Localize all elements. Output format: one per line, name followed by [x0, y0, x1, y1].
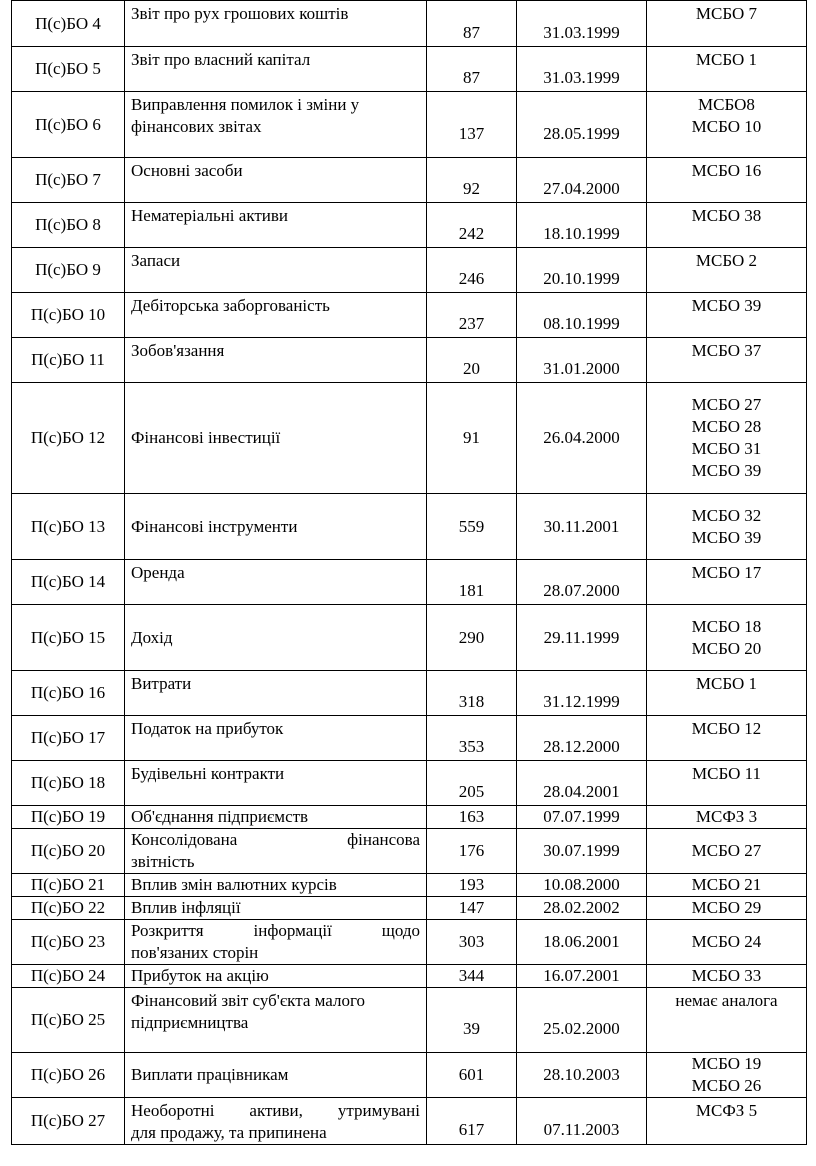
standard-name-cell	[125, 47, 427, 92]
standard-name-line: для продажу, та припинена	[131, 1123, 327, 1142]
standard-name-cell	[125, 158, 427, 203]
ias-analog-line: МСБО 1	[695, 674, 758, 693]
approval-date-cell: 28.12.2000	[517, 716, 647, 761]
ias-analog-line: МСБО 33	[691, 966, 762, 985]
standard-name-line: Оренда	[131, 563, 185, 582]
order-number-cell: 617	[427, 1098, 517, 1145]
standard-name-cell	[125, 920, 427, 965]
standard-code-cell: П(с)БО 17	[12, 716, 125, 761]
standard-name-line: Нематеріальні активи	[131, 206, 289, 225]
ias-analog-cell	[647, 383, 807, 494]
ias-analog-line: немає аналога	[675, 991, 778, 1010]
standard-name-cell	[125, 203, 427, 248]
standard-name-cell	[125, 716, 427, 761]
approval-date-cell: 31.12.1999	[517, 671, 647, 716]
standard-name-line: фінансових звітах	[131, 117, 262, 136]
standard-code-cell: П(с)БО 24	[12, 965, 125, 988]
ias-analog-line: МСБО 32	[691, 505, 762, 525]
standard-code-cell: П(с)БО 27	[12, 1098, 125, 1145]
approval-date-cell: 31.03.1999	[517, 1, 647, 47]
table-row	[12, 494, 807, 560]
standard-name-line: Консолідована фінансова	[131, 830, 420, 849]
ias-analog-line: МСБО 11	[692, 764, 761, 783]
ias-analog-cell	[647, 92, 807, 158]
standard-name-line: Фінансові інвестиції	[131, 428, 281, 447]
standard-name-line: підприємництва	[131, 1013, 249, 1032]
ias-analog-line: МСБО8	[698, 95, 755, 114]
standard-name-cell	[125, 806, 427, 829]
ias-analog-line: МСБО 37	[691, 341, 762, 360]
ias-analog-cell	[647, 293, 807, 338]
standard-code-cell: П(с)БО 13	[12, 494, 125, 560]
standard-name-line: Дебіторська заборгованість	[131, 296, 330, 315]
standard-name-cell	[125, 605, 427, 671]
ias-analog-cell	[647, 988, 807, 1053]
ias-analog-line: МСБО 10	[691, 117, 762, 136]
table-row	[12, 874, 807, 897]
standard-name-cell	[125, 1, 427, 47]
table-row	[12, 920, 807, 965]
standard-code-cell: П(с)БО 14	[12, 560, 125, 605]
standard-name-line: Звіт про власний капітал	[131, 50, 311, 69]
table-row	[12, 158, 807, 203]
standard-name-line: Звіт про рух грошових коштів	[131, 4, 349, 23]
standard-name-line: Виправлення помилок і зміни у	[131, 95, 360, 114]
ias-analog-line: МСБО 20	[691, 638, 762, 658]
approval-date-cell: 28.05.1999	[517, 92, 647, 158]
ias-analog-cell	[647, 338, 807, 383]
standard-code-cell: П(с)БО 10	[12, 293, 125, 338]
approval-date-cell: 08.10.1999	[517, 293, 647, 338]
standard-code-cell: П(с)БО 7	[12, 158, 125, 203]
standard-code-cell: П(с)БО 16	[12, 671, 125, 716]
order-number-cell: 559	[427, 494, 517, 560]
standard-name-cell	[125, 897, 427, 920]
ias-analog-cell	[647, 965, 807, 988]
approval-date-cell: 30.07.1999	[517, 829, 647, 874]
approval-date-cell: 29.11.1999	[517, 605, 647, 671]
order-number-cell: 181	[427, 560, 517, 605]
ias-analog-cell	[647, 605, 807, 671]
standard-name-line: Вплив інфляції	[131, 898, 241, 917]
standard-name-line: Фінансові інструменти	[131, 516, 298, 536]
order-number-cell: 87	[427, 47, 517, 92]
table-row	[12, 248, 807, 293]
ias-analog-line: МСБО 2	[695, 251, 758, 270]
approval-date-cell: 07.11.2003	[517, 1098, 647, 1145]
table-row	[12, 671, 807, 716]
standard-name-line: Податок на прибуток	[131, 719, 284, 738]
order-number-cell: 290	[427, 605, 517, 671]
ias-analog-cell	[647, 874, 807, 897]
approval-date-cell: 18.10.1999	[517, 203, 647, 248]
standard-name-line: Об'єднання підприємств	[131, 807, 309, 826]
order-number-cell: 242	[427, 203, 517, 248]
order-number-cell: 137	[427, 92, 517, 158]
ias-analog-cell	[647, 920, 807, 965]
approval-date-cell: 30.11.2001	[517, 494, 647, 560]
order-number-cell: 237	[427, 293, 517, 338]
table-row	[12, 1053, 807, 1098]
table-row	[12, 293, 807, 338]
approval-date-cell: 25.02.2000	[517, 988, 647, 1053]
standard-name-line: звітність	[131, 852, 195, 871]
table-row	[12, 761, 807, 806]
standard-code-cell: П(с)БО 4	[12, 1, 125, 47]
order-number-cell: 39	[427, 988, 517, 1053]
standard-name-cell	[125, 383, 427, 494]
standard-code-cell: П(с)БО 22	[12, 897, 125, 920]
order-number-cell: 601	[427, 1053, 517, 1098]
approval-date-cell: 28.02.2002	[517, 897, 647, 920]
ias-analog-line: МСБО 39	[691, 527, 762, 547]
ias-analog-line: МСБО 21	[691, 875, 762, 894]
standard-code-cell: П(с)БО 8	[12, 203, 125, 248]
ias-analog-line: МСФЗ 3	[695, 807, 758, 826]
approval-date-cell: 28.07.2000	[517, 560, 647, 605]
standard-name-cell	[125, 988, 427, 1053]
ias-analog-cell	[647, 494, 807, 560]
ias-analog-line: МСБО 31	[691, 439, 762, 458]
standard-code-cell: П(с)БО 18	[12, 761, 125, 806]
standard-name-line: Вплив змін валютних курсів	[131, 875, 337, 894]
order-number-cell: 91	[427, 383, 517, 494]
approval-date-cell: 20.10.1999	[517, 248, 647, 293]
table-row	[12, 965, 807, 988]
ias-analog-line: МСБО 1	[695, 50, 758, 69]
table-row	[12, 203, 807, 248]
standard-name-cell	[125, 1098, 427, 1145]
approval-date-cell: 28.10.2003	[517, 1053, 647, 1098]
ias-analog-line: МСБО 17	[691, 563, 762, 582]
order-number-cell: 92	[427, 158, 517, 203]
approval-date-cell: 31.01.2000	[517, 338, 647, 383]
table-row	[12, 897, 807, 920]
order-number-cell: 147	[427, 897, 517, 920]
standard-code-cell: П(с)БО 5	[12, 47, 125, 92]
standard-name-cell	[125, 293, 427, 338]
ias-analog-cell	[647, 897, 807, 920]
ias-analog-line: МСБО 29	[691, 898, 762, 917]
standard-code-cell: П(с)БО 15	[12, 605, 125, 671]
ias-analog-cell	[647, 158, 807, 203]
standard-code-cell: П(с)БО 11	[12, 338, 125, 383]
ias-analog-line: МСБО 27	[691, 841, 762, 860]
order-number-cell: 20	[427, 338, 517, 383]
standard-code-cell: П(с)БО 19	[12, 806, 125, 829]
table-row	[12, 988, 807, 1053]
ias-analog-line: МСБО 39	[691, 461, 762, 480]
approval-date-cell: 18.06.2001	[517, 920, 647, 965]
approval-date-cell: 07.07.1999	[517, 806, 647, 829]
standard-name-cell	[125, 92, 427, 158]
order-number-cell: 353	[427, 716, 517, 761]
ias-analog-line: МСБО 24	[691, 932, 762, 951]
document-page	[11, 0, 806, 1145]
standard-code-cell: П(с)БО 12	[12, 383, 125, 494]
approval-date-cell: 28.04.2001	[517, 761, 647, 806]
ias-analog-cell	[647, 560, 807, 605]
standard-name-cell	[125, 1053, 427, 1098]
standard-code-cell: П(с)БО 21	[12, 874, 125, 897]
standard-name-line: Основні засоби	[131, 161, 243, 180]
table-row	[12, 47, 807, 92]
ias-analog-cell	[647, 1053, 807, 1098]
ias-analog-cell	[647, 248, 807, 293]
standard-name-cell	[125, 494, 427, 560]
standard-name-cell	[125, 338, 427, 383]
order-number-cell: 87	[427, 1, 517, 47]
approval-date-cell: 16.07.2001	[517, 965, 647, 988]
ias-analog-line: МСБО 39	[691, 296, 762, 315]
ias-analog-line: МСБО 27	[691, 395, 762, 414]
standard-name-cell	[125, 560, 427, 605]
standard-code-cell: П(с)БО 20	[12, 829, 125, 874]
approval-date-cell: 31.03.1999	[517, 47, 647, 92]
ias-analog-line: МСБО 19	[691, 1054, 762, 1073]
table-row	[12, 716, 807, 761]
ias-analog-line: МСБО 12	[691, 719, 762, 738]
standard-name-line: Прибуток на акцію	[131, 966, 269, 985]
ias-analog-cell	[647, 806, 807, 829]
standard-name-cell	[125, 671, 427, 716]
table-row	[12, 605, 807, 671]
standard-name-cell	[125, 829, 427, 874]
standard-name-cell	[125, 965, 427, 988]
standard-code-cell: П(с)БО 25	[12, 988, 125, 1053]
standard-name-line: Запаси	[131, 251, 181, 270]
ias-analog-line: МСБО 28	[691, 417, 762, 436]
ias-analog-cell	[647, 47, 807, 92]
table-row	[12, 829, 807, 874]
standard-name-line: Будівельні контракти	[131, 764, 285, 783]
standard-name-line: Необоротні активи, утримувані	[131, 1101, 420, 1120]
standard-name-line: Дохід	[131, 627, 173, 647]
ias-analog-cell	[647, 761, 807, 806]
table-row	[12, 92, 807, 158]
ias-analog-line: МСБО 38	[691, 206, 762, 225]
ias-analog-cell	[647, 203, 807, 248]
table-row	[12, 560, 807, 605]
standard-name-cell	[125, 761, 427, 806]
standard-name-line: пов'язаних сторін	[131, 943, 259, 962]
standard-name-line: Витрати	[131, 674, 192, 693]
approval-date-cell: 26.04.2000	[517, 383, 647, 494]
ias-analog-cell	[647, 829, 807, 874]
table-row	[12, 1, 807, 47]
approval-date-cell: 10.08.2000	[517, 874, 647, 897]
order-number-cell: 344	[427, 965, 517, 988]
standard-name-cell	[125, 874, 427, 897]
standard-name-line: Розкриття інформації щодо	[131, 921, 420, 940]
standards-table	[11, 0, 807, 1145]
ias-analog-cell	[647, 1, 807, 47]
table-row	[12, 806, 807, 829]
standard-code-cell: П(с)БО 23	[12, 920, 125, 965]
standard-name-line: Фінансовий звіт суб'єкта малого	[131, 991, 365, 1010]
standard-name-line: Виплати працівникам	[131, 1065, 289, 1084]
ias-analog-cell	[647, 716, 807, 761]
standard-code-cell: П(с)БО 6	[12, 92, 125, 158]
standard-name-cell	[125, 248, 427, 293]
ias-analog-line: МСБО 16	[691, 161, 762, 180]
ias-analog-cell	[647, 671, 807, 716]
standard-code-cell: П(с)БО 26	[12, 1053, 125, 1098]
order-number-cell: 303	[427, 920, 517, 965]
standard-code-cell: П(с)БО 9	[12, 248, 125, 293]
approval-date-cell: 27.04.2000	[517, 158, 647, 203]
ias-analog-cell	[647, 1098, 807, 1145]
order-number-cell: 318	[427, 671, 517, 716]
standard-name-line: Зобов'язання	[131, 341, 225, 360]
order-number-cell: 193	[427, 874, 517, 897]
ias-analog-line: МСФЗ 5	[695, 1101, 758, 1120]
table-row	[12, 383, 807, 494]
order-number-cell: 246	[427, 248, 517, 293]
order-number-cell: 163	[427, 806, 517, 829]
ias-analog-line: МСБО 18	[691, 616, 762, 636]
standards-table-body	[12, 1, 807, 1145]
ias-analog-line: МСБО 7	[695, 4, 758, 23]
table-row	[12, 1098, 807, 1145]
table-row	[12, 338, 807, 383]
order-number-cell: 205	[427, 761, 517, 806]
ias-analog-line: МСБО 26	[691, 1076, 762, 1095]
order-number-cell: 176	[427, 829, 517, 874]
